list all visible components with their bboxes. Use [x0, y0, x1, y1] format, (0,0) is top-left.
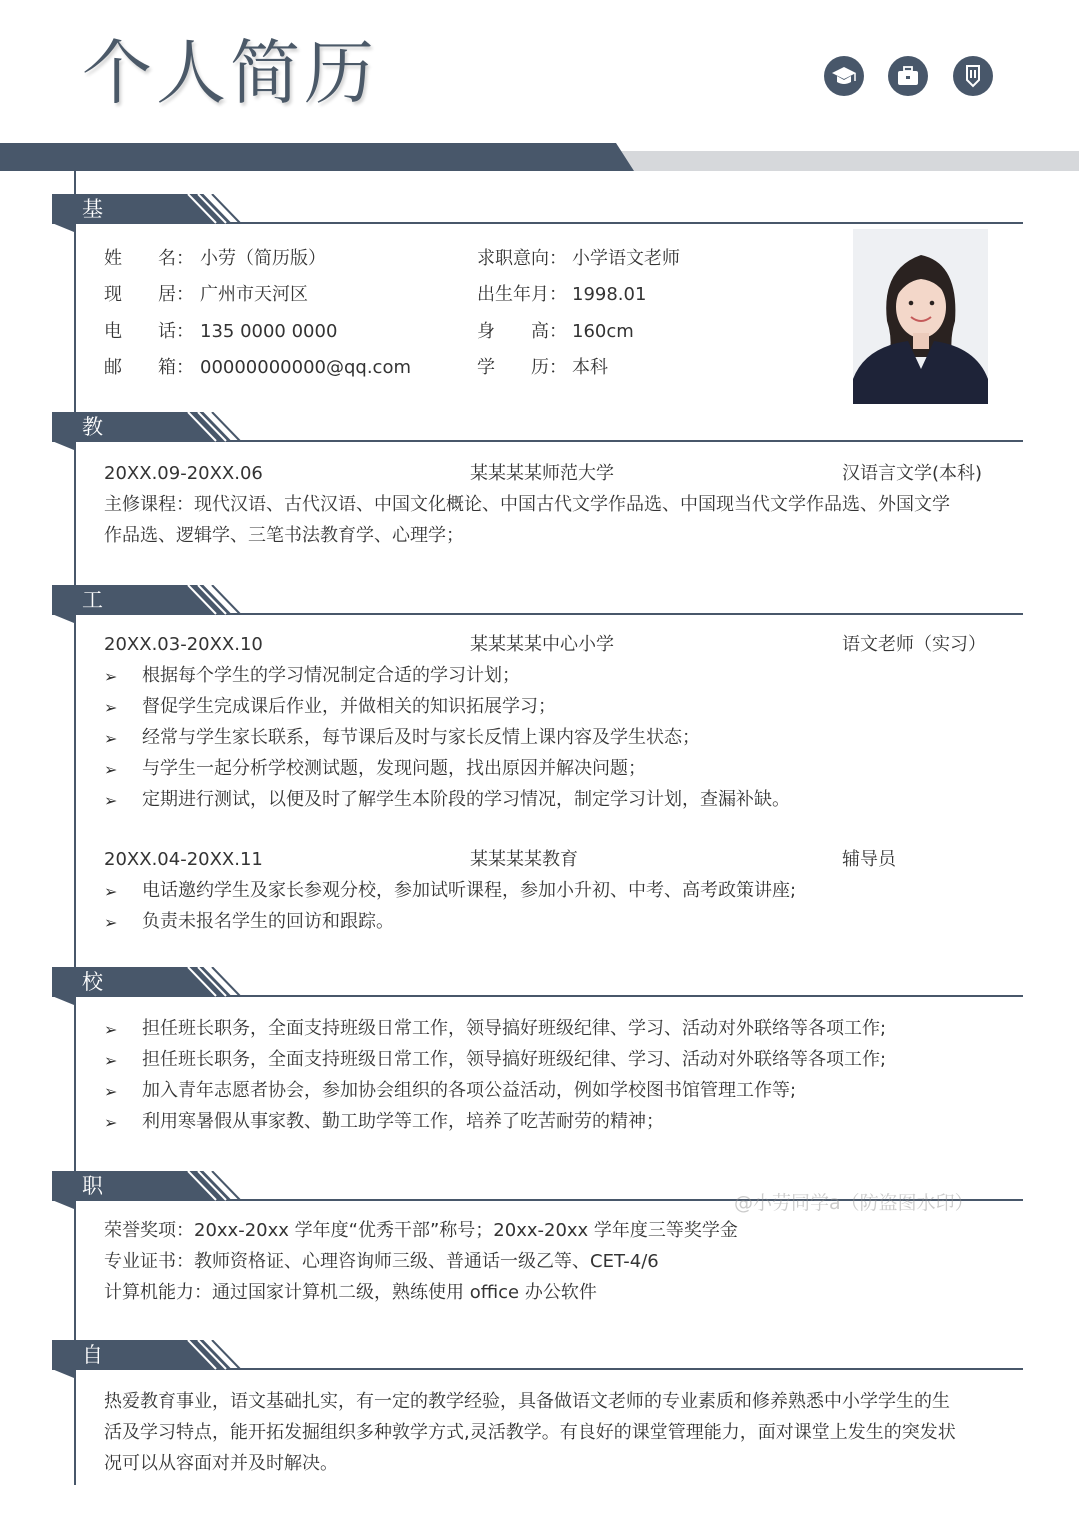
campus-item: 利用寒暑假从事家教、勤工助学等工作，培养了吃苦耐劳的精神； — [142, 1111, 664, 1132]
degree-value: 本科 — [572, 357, 608, 378]
residence-value: 广州市天河区 — [200, 284, 308, 305]
work-period: 20XX.04-20XX.11 — [104, 849, 263, 870]
edu-courses-line: 作品选、逻辑学、三笔书法教育学、心理学； — [104, 525, 464, 546]
work-period: 20XX.03-20XX.10 — [104, 634, 263, 655]
phone-value: 135 0000 0000 — [200, 321, 338, 342]
section-title: 基本信息 — [82, 197, 103, 299]
intent-value: 小学语文老师 — [572, 248, 680, 269]
phone-label: 电 话： — [104, 321, 194, 342]
bullet-arrow-icon: ➢ — [104, 1082, 118, 1101]
degree-label: 学 历： — [477, 357, 567, 378]
section-title: 自我评价 — [82, 1343, 103, 1445]
page-title: 个人简历 — [82, 32, 378, 114]
height-value: 160cm — [572, 321, 634, 342]
edu-period: 20XX.09-20XX.06 — [104, 463, 263, 484]
work-item: 与学生一起分析学校测试题，发现问题，找出原因并解决问题； — [142, 758, 646, 779]
header-band — [0, 143, 1079, 171]
bullet-arrow-icon: ➢ — [104, 882, 118, 901]
skills-computer: 计算机能力：通过国家计算机二级，熟练使用 office 办公软件 — [104, 1282, 597, 1303]
work-item: 根据每个学生的学习情况制定合适的学习计划； — [142, 665, 520, 686]
bullet-arrow-icon: ➢ — [104, 791, 118, 810]
skills-certs: 专业证书：教师资格证、心理咨询师三级、普通话一级乙等、CET-4/6 — [104, 1251, 659, 1272]
self-eval-line: 活及学习特点，能开拓发掘组织多种敦学方式,灵活教学。有良好的课堂管理能力，面对课堂上发生的突发状 — [104, 1422, 956, 1443]
watermark: @小劳同学a（防盗图水印） — [734, 1192, 974, 1214]
section-title: 工作经历 — [82, 588, 103, 690]
work-item: 负责未报名学生的回访和跟踪。 — [142, 911, 394, 932]
work-org: 某某某某中心小学 — [470, 634, 614, 655]
self-eval-line: 况可以从容面对并及时解决。 — [104, 1453, 338, 1474]
edu-school: 某某某某师范大学 — [470, 463, 614, 484]
bullet-arrow-icon: ➢ — [104, 1113, 118, 1132]
self-eval-line: 热爱教育事业，语文基础扎实，有一定的教学经验，具备做语文老师的专业素质和修养熟悉中小学学生的生 — [104, 1391, 950, 1412]
pencil-tag-icon — [953, 56, 993, 96]
work-item: 督促学生完成课后作业，并做相关的知识拓展学习； — [142, 696, 556, 717]
email-value: 00000000000@qq.com — [200, 357, 411, 378]
bullet-arrow-icon: ➢ — [104, 667, 118, 686]
campus-item: 担任班长职务，全面支持班级日常工作，领导搞好班级纪律、学习、活动对外联络等各项工作; — [142, 1018, 887, 1039]
bullet-arrow-icon: ➢ — [104, 760, 118, 779]
intent-label: 求职意向： — [477, 248, 567, 269]
work-item: 经常与学生家长联系，每节课后及时与家长反情上课内容及学生状态； — [142, 727, 700, 748]
work-role: 语文老师（实习） — [842, 634, 986, 655]
work-role: 辅导员 — [842, 849, 896, 870]
birth-label: 出生年月： — [477, 284, 567, 305]
bullet-arrow-icon: ➢ — [104, 698, 118, 717]
skills-honors: 荣誉奖项：20xx-20xx 学年度“优秀干部”称号；20xx-20xx 学年度三等奖学金 — [104, 1220, 738, 1241]
timeline-line — [74, 170, 76, 1485]
edu-courses-line: 主修课程：现代汉语、古代汉语、中国文化概论、中国古代文学作品选、中国现当代文学作品选、外国文学 — [104, 494, 950, 515]
name-value: 小劳（简历版） — [200, 248, 326, 269]
section-title: 校园经历 — [82, 970, 103, 1072]
graduation-cap-icon — [824, 56, 864, 96]
work-org: 某某某某教育 — [470, 849, 578, 870]
bullet-arrow-icon: ➢ — [104, 1051, 118, 1070]
bullet-arrow-icon: ➢ — [104, 1020, 118, 1039]
section-title: 教育背景 — [82, 415, 103, 517]
profile-photo — [853, 229, 988, 404]
email-label: 邮 箱： — [104, 357, 194, 378]
residence-label: 现 居： — [104, 284, 194, 305]
work-item: 电话邀约学生及家长参观分校，参加试听课程，参加小升初、中考、高考政策讲座; — [142, 880, 797, 901]
briefcase-icon — [888, 56, 928, 96]
bullet-arrow-icon: ➢ — [104, 729, 118, 748]
edu-major: 汉语言文学(本科) — [842, 463, 983, 484]
bullet-arrow-icon: ➢ — [104, 913, 118, 932]
work-item: 定期进行测试，以便及时了解学生本阶段的学习情况，制定学习计划，查漏补缺。 — [142, 789, 790, 810]
height-label: 身 高： — [477, 321, 567, 342]
campus-item: 加入青年志愿者协会，参加协会组织的各项公益活动，例如学校图书馆管理工作等; — [142, 1080, 797, 1101]
name-label: 姓 名： — [104, 248, 194, 269]
section-title: 职业技能 — [82, 1174, 103, 1276]
birth-value: 1998.01 — [572, 284, 647, 305]
campus-item: 担任班长职务，全面支持班级日常工作，领导搞好班级纪律、学习、活动对外联络等各项工作; — [142, 1049, 887, 1070]
